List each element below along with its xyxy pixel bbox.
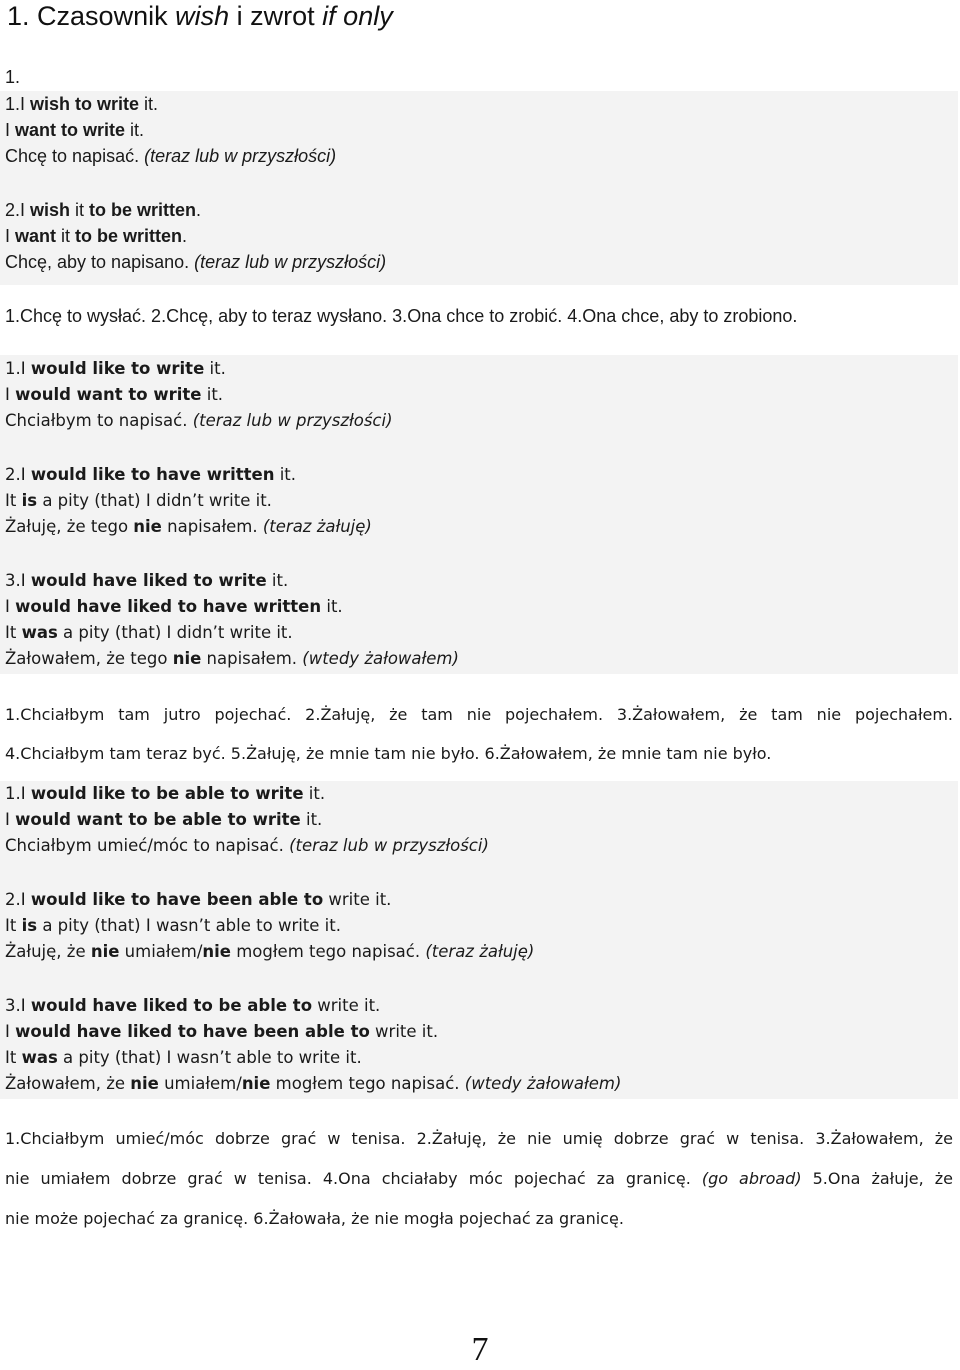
exercise-2-line-1: 1.Chciałbym tam jutro pojechać. 2.Żałuję, że tam nie pojechałem. 3.Żałowałem, że tam nie pojechałem.	[5, 705, 953, 724]
example-line: 1.I wish to write it.	[5, 94, 159, 114]
exercise-3-line-3: nie może pojechać za granicę. 6.Żałowała, że nie mogła pojechać za granicę.	[5, 1209, 624, 1228]
example-line: 3.I would have liked to write it.	[5, 571, 289, 590]
example-line: 1.I would like to write it.	[5, 359, 226, 378]
example-line: I would want to write it.	[5, 385, 224, 404]
translation-line: Żałowałem, że tego nie napisałem. (wtedy żałowałem)	[5, 649, 459, 668]
example-line: I want to write it.	[5, 120, 145, 140]
heading-text-1: Czasownik	[37, 1, 168, 31]
example-line: I would have liked to have written it.	[5, 597, 343, 616]
example-line: 3.I would have liked to be able to write it.	[5, 996, 381, 1015]
translation-line: Chciałbym to napisać. (teraz lub w przyszłości)	[5, 411, 393, 430]
section-label: 1.	[5, 67, 21, 87]
example-line: I would have liked to have been able to write it.	[5, 1022, 439, 1041]
translation-line: Chcę to napisać. (teraz lub w przyszłości)	[5, 146, 337, 166]
translation-line: Chciałbym umieć/móc to napisać. (teraz lub w przyszłości)	[5, 836, 489, 855]
exercise-2-line-2: 4.Chciałbym tam teraz być. 5.Żałuję, że mnie tam nie było. 6.Żałowałem, że mnie tam nie było.	[5, 744, 772, 763]
exercise-3-line-1: 1.Chciałbym umieć/móc dobrze grać w tenisa. 2.Żałuję, że nie umię dobrze grać w tenisa. 3.Żałowałem, że	[5, 1129, 953, 1148]
example-line: 2.I wish it to be written.	[5, 200, 202, 220]
example-block-2	[0, 355, 958, 674]
example-block-1	[0, 91, 958, 285]
example-block-3	[0, 781, 958, 1099]
heading-text-2: i zwrot	[236, 1, 315, 31]
chapter-heading	[7, 0, 393, 32]
example-line: It is a pity (that) I wasn’t able to write it.	[5, 916, 341, 935]
translation-line: Żałuję, że tego nie napisałem. (teraz żałuję)	[5, 517, 372, 536]
example-line: 1.I would like to be able to write it.	[5, 784, 326, 803]
page-number: 7	[471, 1331, 489, 1368]
example-line: It is a pity (that) I didn’t write it.	[5, 491, 272, 510]
example-line: 2.I would like to have been able to write it.	[5, 890, 392, 909]
exercise-3-line-2: nie umiałem dobrze grać w tenisa. 4.Ona chciałaby móc pojechać za granicę. (go abroad) 5.Ona żałuje, że	[5, 1169, 954, 1188]
example-line: I want it to be written.	[5, 226, 188, 246]
heading-wish: wish	[175, 1, 230, 31]
exercise-1: 1.Chcę to wysłać. 2.Chcę, aby to teraz wysłano. 3.Ona chce to zrobić. 4.Ona chce, aby to zrobiono.	[5, 306, 798, 326]
example-line: It was a pity (that) I didn’t write it.	[5, 623, 293, 642]
heading-if-only: if only	[322, 1, 393, 31]
example-line: It was a pity (that) I wasn’t able to write it.	[5, 1048, 362, 1067]
translation-line: Chcę, aby to napisano. (teraz lub w przyszłości)	[5, 252, 387, 272]
translation-line: Żałuję, że nie umiałem/nie mogłem tego napisać. (teraz żałuję)	[5, 942, 535, 961]
translation-line: Żałowałem, że nie umiałem/nie mogłem tego napisać. (wtedy żałowałem)	[5, 1074, 622, 1093]
heading-number: 1.	[7, 1, 30, 31]
example-line: 2.I would like to have written it.	[5, 465, 297, 484]
example-line: I would want to be able to write it.	[5, 810, 323, 829]
